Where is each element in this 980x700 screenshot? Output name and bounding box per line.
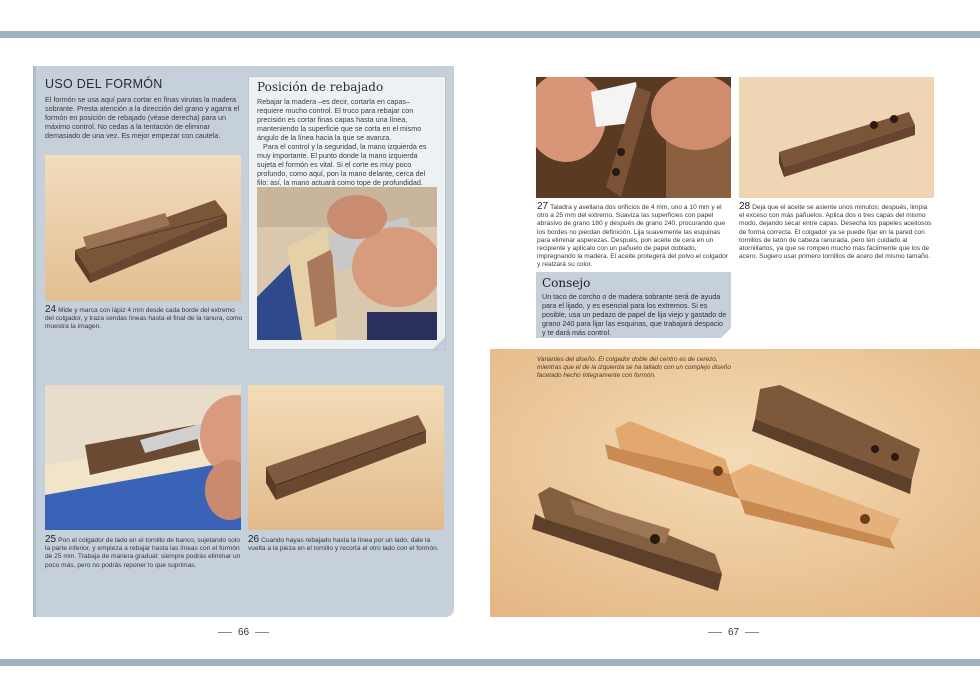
posicion-text	[257, 97, 437, 187]
uso-text: El formón se usa aquí para cortar en finas virutas la madera sobrante. Presta atención a la dirección del grano y agarra el formón en posición de rebajado (véase derecha) para un máximo control. No cedas a la tentación de eliminar demasiado de una vez. Es mejor empezar con cautela.	[45, 95, 240, 140]
caption-step-27	[537, 203, 732, 270]
page-number-left: 66	[218, 627, 269, 638]
page-number-right: 67	[708, 627, 759, 638]
step-24-text: Mide y marca con lápiz 4 mm desde cada borde del extremo del colgador, y traza sendas líneas hasta el final de la ranura, como muestra la imagen.	[45, 307, 243, 331]
posicion-paragraph-2: Para el control y la seguridad, la mano izquierda es muy importante. El punto donde la mano izquierda sujeta el formón es vital. Si el corte es muy poco profundo, como aquí, pon la mano delante, cerca del filo: así, la mano actuará como tope de profundidad.	[257, 142, 427, 187]
step-26-number: 26	[248, 534, 260, 545]
caption-step-26	[248, 536, 443, 553]
panel-edge	[33, 66, 36, 617]
consejo-title: Consejo	[542, 276, 591, 290]
posicion-paragraph-1: Rebajar la madera –es decir, cortarla en capas– requiere mucho control. El truco para rebajar con precisión es cortar finas capas hasta una línea, manteniendo la superficie que se corta en el mismo ángulo de la línea hacia la que se avanza.	[257, 97, 422, 142]
caption-step-25	[45, 536, 245, 570]
step-25-text: Pon el colgador de lado en el tornillo de banco, sujetando solo la parte inferior, y empieza a rebajar hasta las líneas con el formón de 25 mm. Trabaja de manera gradual: siempre podrás eliminar un poco más, pero no podrás reponer lo que suprimas.	[45, 537, 241, 569]
photo-step-24	[45, 155, 241, 301]
photo-variantes	[490, 349, 980, 617]
big-photo-caption: Variantes del diseño. El colgador doble del centro es de cerezo, mientras que el de la izquierda se ha tallado con un complejo diseño facetado hecho íntegramente con formón.	[537, 356, 731, 379]
uso-heading: USO DEL FORMÓN	[45, 77, 163, 91]
photo-step-28	[739, 77, 934, 198]
step-25-number: 25	[45, 534, 57, 545]
caption-step-28	[739, 203, 934, 261]
top-band	[0, 31, 980, 38]
step-24-number: 24	[45, 304, 57, 315]
step-28-text: Deja que el aceite se asiente unos minutos; después, limpia el exceso con más pañuelos. Aplica dos o tres capas del mismo modo, dejando secar entre capas. Desecha los papeles aceitosos de forma correcta. El colgador ya se puede fijar en la pared con tornillos de latón de cabeza ranurada, pero ten cuidado al atornillarlos, ya que se rompen mucho más fácilmente que los de acero. Sugiero usar primero tornillos de acero del mismo tamaño.	[739, 204, 932, 261]
caption-step-24	[45, 306, 243, 332]
posicion-title: Posición de rebajado	[257, 80, 384, 94]
step-27-text: Taladra y avellana dos orificios de 4 mm, uno a 10 mm y el otro a 25 mm del extremo. Suaviza las superficies con papel abrasivo de grano 180 y después de grano 240, procurando que los bordes no pierdan definición. Lija suavemente las esquinas para eliminar asperezas. Después, pon aceite de cera en un recipiente y aplícalo con un pañuelo de papel doblado, impregnando la madera. El aceite protegerá del polvo el colgador y realzará su color.	[537, 204, 728, 269]
step-26-text: Cuando hayas rebajado hasta la línea por un lado, dale la vuelta a la pieza en el tornillo y recorta el otro lado con el formón.	[248, 537, 439, 553]
consejo-text: Un taco de corcho o de madera sobrante será de ayuda para el lijado, y es esencial para los extremos. Si es posible, usa un pedazo de papel de lija viejo y gastado de grano 240 para lijar las esquinas, que trabajará despacio y te dará más control.	[542, 292, 727, 337]
photo-posicion	[257, 187, 437, 340]
bottom-band	[0, 659, 980, 666]
photo-step-27	[536, 77, 731, 198]
photo-step-25	[45, 385, 241, 530]
step-28-number: 28	[739, 201, 751, 212]
step-27-number: 27	[537, 201, 549, 212]
photo-step-26	[248, 385, 444, 530]
